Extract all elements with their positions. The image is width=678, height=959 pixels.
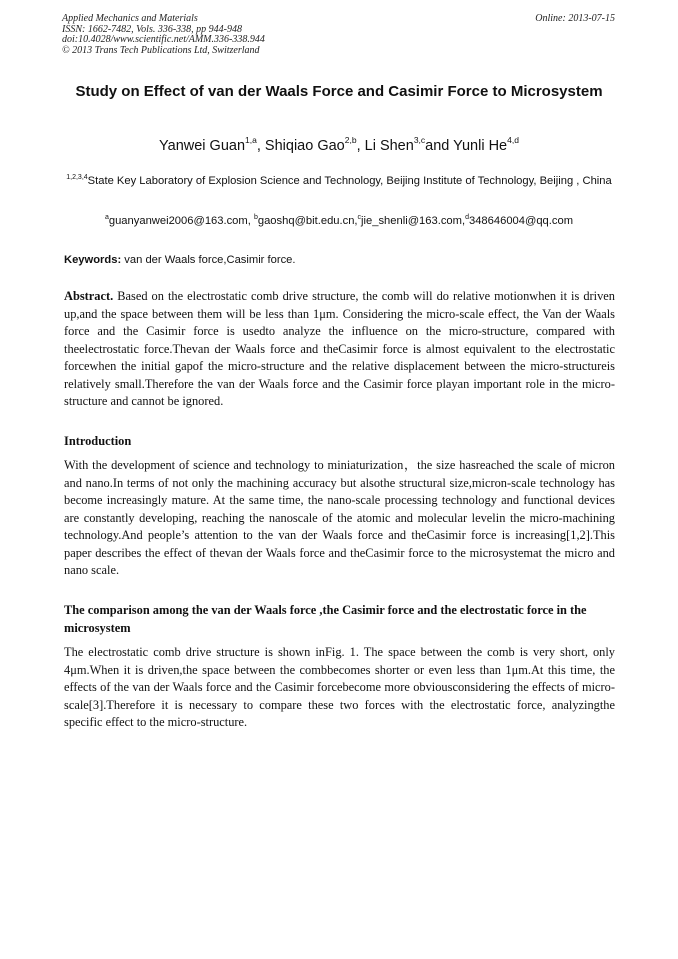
affiliation-sup: 1,2,3,4: [66, 174, 88, 181]
journal-issn: ISSN: 1662-7482, Vols. 336-338, pp 944-948: [62, 23, 242, 35]
comparison-paragraph: The electrostatic comb drive structure is shown inFig. 1. The space between the comb is very short, only 4μm.When it is driven,the space between the combbecomes shorter or even less than 1μm.At this time, the effects of the van der Waals force and the Casimir forcebecome more obviousconsidering the effects of micro-scale[3].Therefore it is necessary to compare these two forces with the electrostatic force, analyzingthe specific effect to the micro-structure.: [64, 645, 615, 729]
email-sup: c: [357, 214, 362, 221]
comparison-heading: The comparison among the van der Waals force ,the Casimir force and the electrostatic force in the microsystem: [64, 603, 587, 635]
journal-header: [62, 14, 265, 56]
author-name: Shiqiao Gao: [264, 138, 345, 154]
author-sep: ,: [256, 138, 265, 154]
journal-copyright: © 2013 Trans Tech Publications Ltd, Switzerland: [62, 44, 260, 56]
email-address[interactable]: gaoshq@bit.edu.cn,: [257, 215, 358, 227]
online-date: Online: 2013-07-15: [535, 13, 615, 24]
introduction-paragraph: With the development of science and technology to miniaturization，the size hasreached the scale of micron and nano.In terms of not only the machining accuracy but alsothe structural size,micron-scale technology has become increasingly mature. At the same time, the nano-scale processing technology and functional devices are constantly developing, reaching the nanoscale of the atomic and molecular levelin the micro-machining technology.And people’s attention to the van der Waals force and theCasimir force is increasing[1,2].This paper describes the effect of thevan der Waals force and theCasimir force to the microsystemat the micro and nano scale.: [64, 458, 615, 577]
introduction-heading: Introduction: [64, 434, 132, 448]
author-sup: 3,c: [413, 135, 426, 145]
journal-doi[interactable]: doi:10.4028/www.scientific.net/AMM.336-338.944: [62, 34, 265, 45]
author-sep: ,: [356, 138, 365, 154]
keywords: [64, 252, 614, 269]
abstract-text: Based on the electrostatic comb drive structure, the comb will do relative motionwhen it is driven up,and the space between them will be less than 1μm. Considering the micro-scale effect, the Van der Waals force and the Casimir force is usedto analyze the influence on the micro-structure, compared with theelectrostatic force.Thevan der Waals force and theCasimir force is almost equivalent to the electrostatic forcewhen the initial gapof the micro-structure and the relative displacement between the micro-structureis relatively small.Therefore the van der Waals force and the Casimir force playan important role in the micro-structure and cannot be ignored.: [64, 289, 615, 408]
keywords-label: Keywords:: [64, 254, 122, 266]
keywords-text: van der Waals force,Casimir force.: [121, 254, 296, 266]
email-address[interactable]: 348646004@qq.com: [468, 215, 574, 227]
author-list: [64, 136, 614, 156]
email-list: [64, 213, 614, 230]
author-sup: 1,a: [245, 135, 257, 145]
paper-title: Study on Effect of van der Waals Force and Casimir Force to Microsystem: [75, 83, 603, 100]
affiliation: [64, 173, 614, 190]
email-sup: b: [253, 214, 258, 221]
email-sup: d: [465, 214, 469, 221]
abstract-label: Abstract.: [64, 289, 114, 303]
journal-name: Applied Mechanics and Materials: [62, 13, 198, 24]
author-sup: 2,b: [344, 135, 357, 145]
abstract: [64, 288, 615, 411]
email-sup: a: [104, 214, 109, 221]
email-address[interactable]: guanyanwei2006@163.com,: [108, 215, 254, 227]
author-name: and Yunli He: [425, 138, 508, 154]
email-address[interactable]: jie_shenli@163.com,: [361, 215, 466, 227]
affiliation-text: State Key Laboratory of Explosion Science and Technology, Beijing Institute of Technology, Beijing , China: [87, 175, 612, 187]
author-sup: 4,d: [507, 135, 519, 145]
author-name: Li Shen: [364, 138, 414, 154]
author-name: Yanwei Guan: [159, 138, 246, 154]
